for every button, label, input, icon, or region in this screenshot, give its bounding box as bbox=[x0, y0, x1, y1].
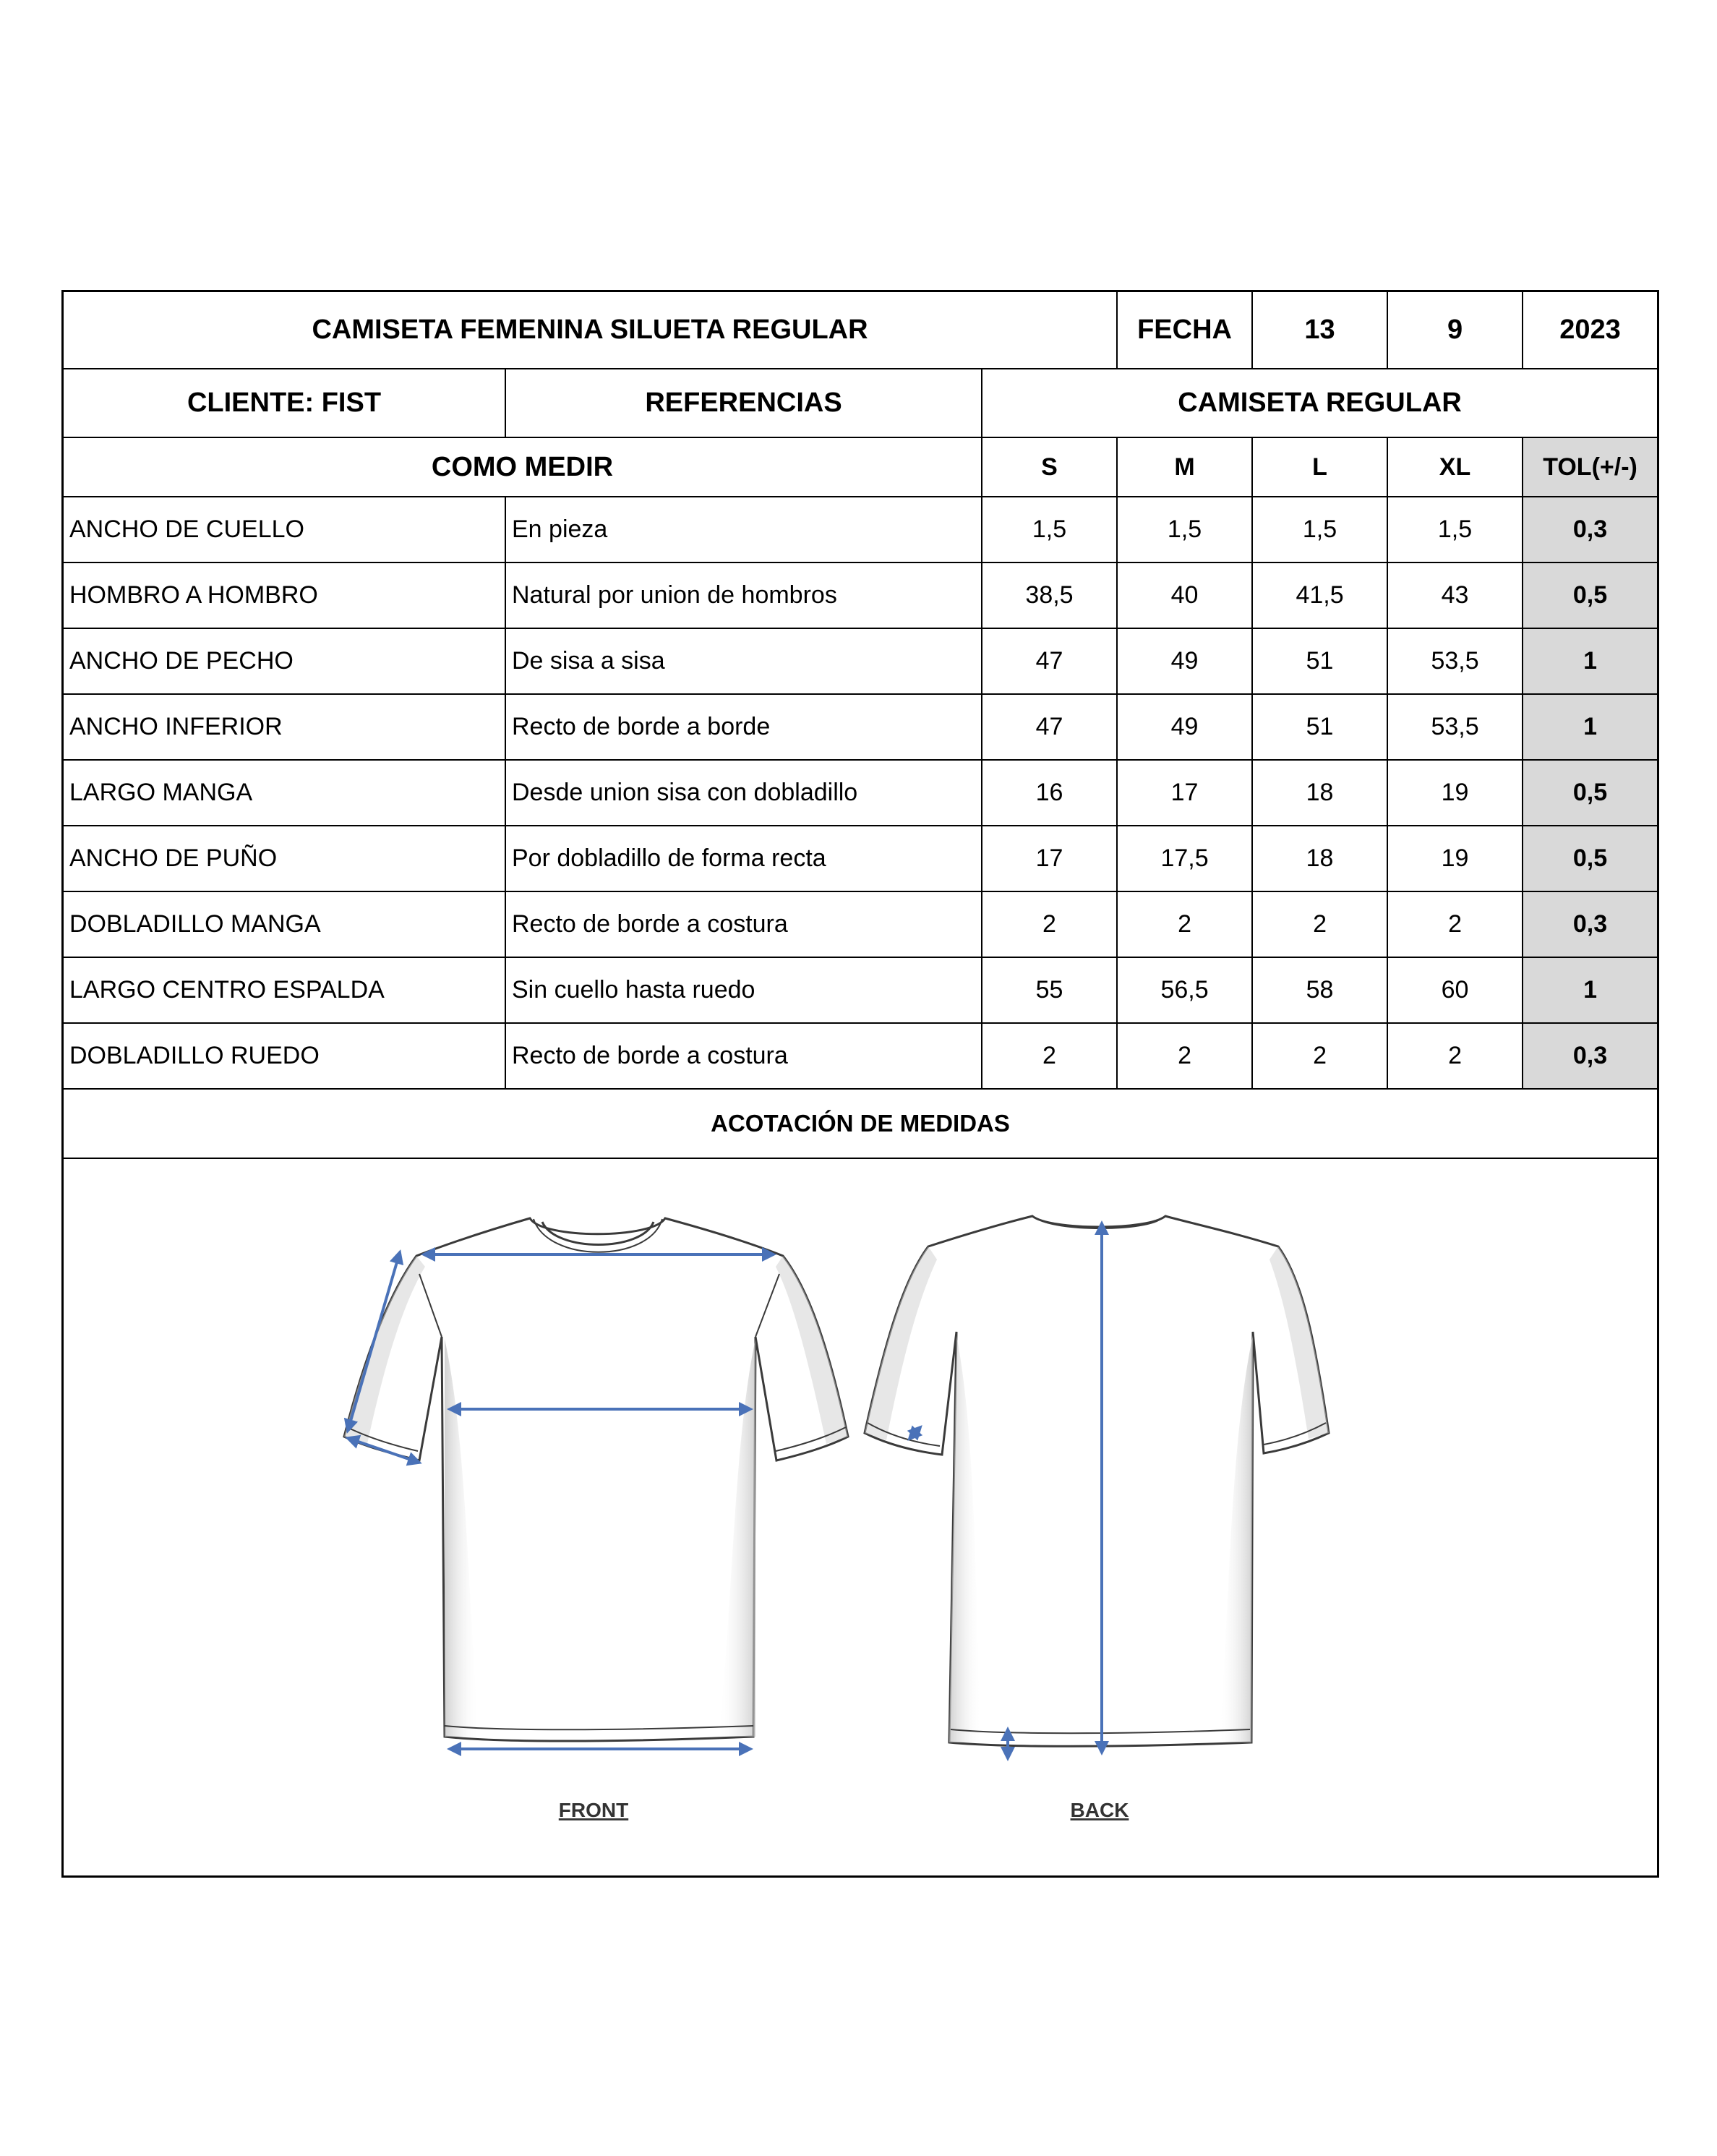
value-m: 2 bbox=[1117, 891, 1252, 957]
measure-method: Recto de borde a costura bbox=[505, 891, 982, 957]
front-tshirt bbox=[344, 1218, 848, 1821]
value-l: 58 bbox=[1252, 957, 1387, 1023]
measure-name: DOBLADILLO RUEDO bbox=[64, 1023, 505, 1089]
measure-method: Recto de borde a borde bbox=[505, 694, 982, 760]
value-tolerance: 0,5 bbox=[1523, 826, 1657, 891]
value-xl: 2 bbox=[1387, 1023, 1523, 1089]
value-tolerance: 0,5 bbox=[1523, 562, 1657, 628]
acotacion-header: ACOTACIÓN DE MEDIDAS bbox=[64, 1089, 1657, 1158]
info-row bbox=[64, 369, 1657, 437]
back-tshirt bbox=[865, 1216, 1329, 1821]
title-row bbox=[64, 292, 1657, 369]
value-s: 47 bbox=[982, 694, 1117, 760]
measure-name: ANCHO INFERIOR bbox=[64, 694, 505, 760]
table-row bbox=[64, 628, 1657, 694]
measurement-table bbox=[64, 292, 1657, 1159]
value-m: 49 bbox=[1117, 628, 1252, 694]
measure-name: LARGO CENTRO ESPALDA bbox=[64, 957, 505, 1023]
value-xl: 53,5 bbox=[1387, 694, 1523, 760]
value-s: 17 bbox=[982, 826, 1117, 891]
table-row bbox=[64, 497, 1657, 562]
size-header-xl: XL bbox=[1387, 437, 1523, 497]
value-xl: 43 bbox=[1387, 562, 1523, 628]
back-label: BACK bbox=[1070, 1799, 1129, 1821]
measure-name: ANCHO DE PECHO bbox=[64, 628, 505, 694]
value-m: 17 bbox=[1117, 760, 1252, 826]
size-header-m: M bbox=[1117, 437, 1252, 497]
value-l: 1,5 bbox=[1252, 497, 1387, 562]
column-header-row bbox=[64, 437, 1657, 497]
value-s: 1,5 bbox=[982, 497, 1117, 562]
como-medir-header: COMO MEDIR bbox=[64, 437, 982, 497]
value-xl: 19 bbox=[1387, 826, 1523, 891]
value-m: 40 bbox=[1117, 562, 1252, 628]
value-m: 49 bbox=[1117, 694, 1252, 760]
value-l: 41,5 bbox=[1252, 562, 1387, 628]
value-s: 2 bbox=[982, 891, 1117, 957]
table-row bbox=[64, 562, 1657, 628]
value-s: 47 bbox=[982, 628, 1117, 694]
measure-method: Desde union sisa con dobladillo bbox=[505, 760, 982, 826]
value-s: 2 bbox=[982, 1023, 1117, 1089]
value-xl: 1,5 bbox=[1387, 497, 1523, 562]
value-l: 2 bbox=[1252, 891, 1387, 957]
value-l: 51 bbox=[1252, 694, 1387, 760]
value-xl: 2 bbox=[1387, 891, 1523, 957]
value-tolerance: 1 bbox=[1523, 694, 1657, 760]
value-tolerance: 1 bbox=[1523, 957, 1657, 1023]
measure-method: Recto de borde a costura bbox=[505, 1023, 982, 1089]
referencias-label: REFERENCIAS bbox=[505, 369, 982, 437]
value-s: 16 bbox=[982, 760, 1117, 826]
front-label: FRONT bbox=[558, 1799, 629, 1821]
spec-sheet bbox=[61, 290, 1659, 1878]
value-l: 18 bbox=[1252, 760, 1387, 826]
sheet-title: CAMISETA FEMENINA SILUETA REGULAR bbox=[64, 292, 1117, 369]
value-xl: 60 bbox=[1387, 957, 1523, 1023]
value-l: 2 bbox=[1252, 1023, 1387, 1089]
measure-method: En pieza bbox=[505, 497, 982, 562]
size-header-l: L bbox=[1252, 437, 1387, 497]
date-year: 2023 bbox=[1523, 292, 1657, 369]
table-row bbox=[64, 1023, 1657, 1089]
value-m: 1,5 bbox=[1117, 497, 1252, 562]
value-l: 51 bbox=[1252, 628, 1387, 694]
measure-method: Sin cuello hasta ruedo bbox=[505, 957, 982, 1023]
value-tolerance: 1 bbox=[1523, 628, 1657, 694]
value-tolerance: 0,5 bbox=[1523, 760, 1657, 826]
value-s: 38,5 bbox=[982, 562, 1117, 628]
cliente-label: CLIENTE: FIST bbox=[64, 369, 505, 437]
table-row bbox=[64, 891, 1657, 957]
table-row bbox=[64, 760, 1657, 826]
value-tolerance: 0,3 bbox=[1523, 891, 1657, 957]
measure-method: Natural por union de hombros bbox=[505, 562, 982, 628]
value-m: 56,5 bbox=[1117, 957, 1252, 1023]
measure-name: HOMBRO A HOMBRO bbox=[64, 562, 505, 628]
table-row bbox=[64, 957, 1657, 1023]
modelo-label: CAMISETA REGULAR bbox=[982, 369, 1657, 437]
value-tolerance: 0,3 bbox=[1523, 497, 1657, 562]
measure-method: Por dobladillo de forma recta bbox=[505, 826, 982, 891]
value-l: 18 bbox=[1252, 826, 1387, 891]
value-s: 55 bbox=[982, 957, 1117, 1023]
date-day: 13 bbox=[1252, 292, 1387, 369]
value-tolerance: 0,3 bbox=[1523, 1023, 1657, 1089]
fecha-label: FECHA bbox=[1117, 292, 1252, 369]
measure-method: De sisa a sisa bbox=[505, 628, 982, 694]
value-xl: 53,5 bbox=[1387, 628, 1523, 694]
value-m: 17,5 bbox=[1117, 826, 1252, 891]
measure-name: DOBLADILLO MANGA bbox=[64, 891, 505, 957]
date-month: 9 bbox=[1387, 292, 1523, 369]
table-row bbox=[64, 826, 1657, 891]
garment-drawing bbox=[64, 1158, 1657, 1875]
table-row bbox=[64, 694, 1657, 760]
measure-name: LARGO MANGA bbox=[64, 760, 505, 826]
size-header-s: S bbox=[982, 437, 1117, 497]
tolerance-header: TOL(+/-) bbox=[1523, 437, 1657, 497]
value-xl: 19 bbox=[1387, 760, 1523, 826]
measure-name: ANCHO DE PUÑO bbox=[64, 826, 505, 891]
measure-name: ANCHO DE CUELLO bbox=[64, 497, 505, 562]
value-m: 2 bbox=[1117, 1023, 1252, 1089]
acotacion-row bbox=[64, 1089, 1657, 1158]
